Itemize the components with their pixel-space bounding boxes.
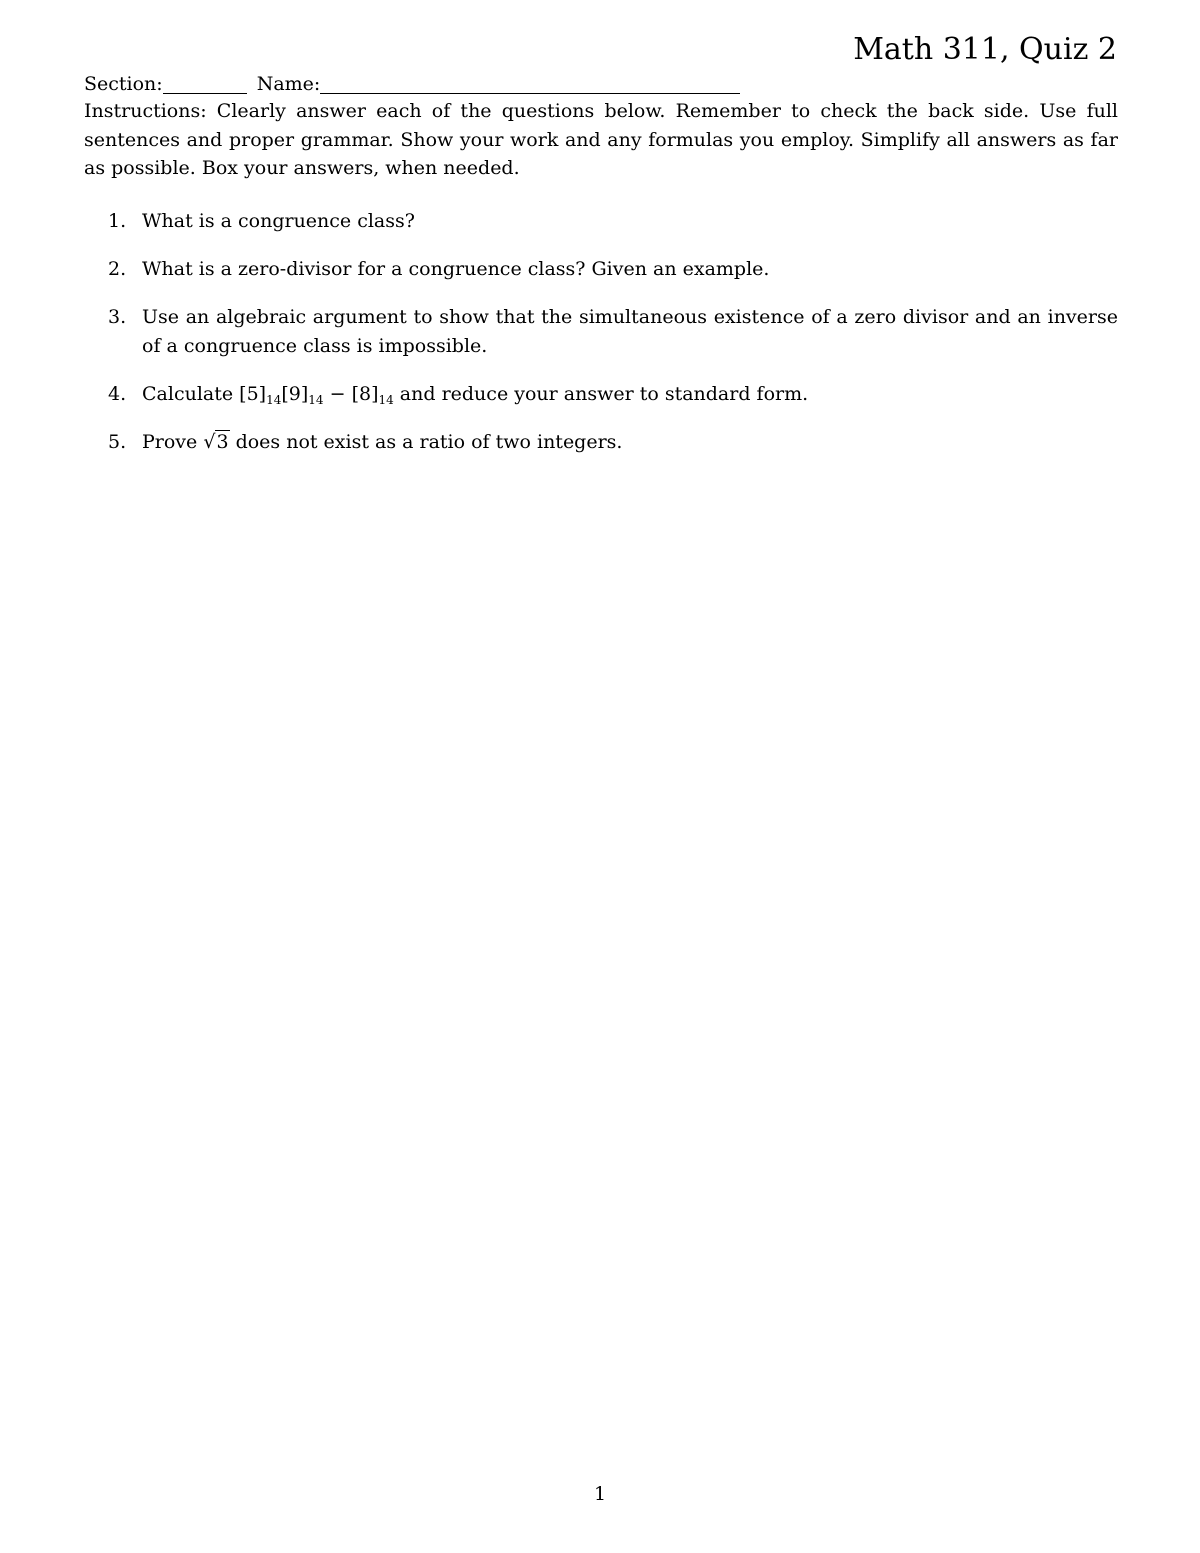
question-3 [84, 303, 1118, 360]
question-text-tail: and reduce your answer to standard form. [393, 382, 809, 405]
question-2 [84, 255, 1118, 284]
congruence-class-9: [9] [281, 382, 309, 405]
question-number: 2. [108, 258, 127, 280]
question-text [142, 380, 1118, 409]
question-list [84, 207, 1118, 476]
question-text-lead: Calculate [142, 382, 240, 405]
section-blank-line [163, 73, 247, 94]
question-4 [84, 380, 1118, 409]
question-number: 5. [108, 430, 127, 453]
radicand: 3 [216, 430, 229, 453]
minus-sign: − [323, 382, 352, 405]
instructions: Instructions: Clearly answer each of the questions below. Remember to check the back side. Use full sentences and proper grammar. Show your work and any formulas you employ. Simplify all answers as far as possible. Box your answers, when needed. [84, 100, 1118, 179]
section-label: Section: [84, 73, 163, 95]
modulus-subscript: 14 [378, 392, 394, 407]
question-number: 4. [108, 382, 127, 405]
modulus-subscript: 14 [266, 392, 282, 407]
question-number: 3. [108, 306, 127, 328]
question-number: 1. [108, 210, 127, 232]
question-5 [84, 428, 1118, 457]
question-text: What is a zero-divisor for a congruence class? Given an example. [142, 258, 770, 280]
radical-sign: √ [203, 430, 216, 453]
question-text-lead: Prove [142, 430, 204, 453]
question-text: Use an algebraic argument to show that the simultaneous existence of a zero divisor and an inverse of a congruence class is impossible. [142, 306, 1118, 357]
name-blank-line [320, 73, 740, 94]
question-1 [84, 207, 1118, 236]
quiz-title: Math 311, Quiz 2 [853, 32, 1117, 67]
page-number: 1 [593, 1483, 607, 1505]
congruence-class-8: [8] [351, 382, 379, 405]
question-text: What is a congruence class? [142, 210, 415, 232]
name-label: Name: [256, 73, 321, 95]
square-root [203, 428, 229, 457]
question-text [142, 428, 1118, 457]
question-text-tail: does not exist as a ratio of two integers. [229, 430, 623, 453]
modulus-subscript: 14 [308, 392, 324, 407]
congruence-class-5: [5] [239, 382, 267, 405]
student-fields [84, 70, 740, 98]
